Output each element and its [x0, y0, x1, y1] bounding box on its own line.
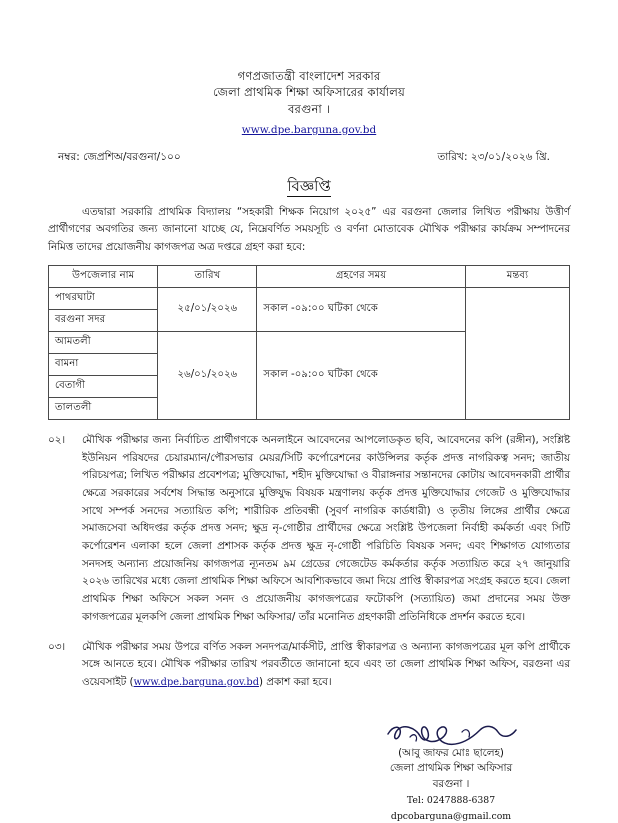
signatory-designation: জেলা প্রাথমিক শিক্ষা অফিসার	[389, 762, 513, 775]
memo-date: তারিখ: ২৩/০১/২০২৬ খ্রি.	[437, 150, 550, 163]
column-header-date: তারিখ	[158, 265, 257, 287]
cell-date: ২৫/০১/২০২৬	[158, 287, 257, 331]
memo-row	[48, 150, 570, 167]
cell-remark	[465, 287, 569, 419]
clause-03-text-part2: ) প্রকাশ করা হবে।	[258, 675, 332, 688]
clause-03-website-link[interactable]: www.dpe.barguna.gov.bd	[133, 676, 259, 688]
intro-paragraph: এতদ্বারা সরকারি প্রাথমিক বিদ্যালয় “সহকারী শিক্ষক নিয়োগ ২০২৫” এর বরগুনা জেলার লিখিত পরীক্ষায় উত্তীর্ণ প্রার্থীগণের অবগতির জন্য জানানো যাচ্ছে যে, নিম্নেবর্ণিত সময়সূচি ও বর্ণনা মোতাবেক মৌখিক পরীক্ষার কার্যক্রম সম্পাদনের নিমিত্ত তাদের প্রয়োজনীয় কাগজপত্র অত্র দপ্তরে গ্রহণ করা হবে:	[48, 205, 570, 254]
signatory-place: বরগুনা ।	[432, 777, 470, 790]
cell-upazila: বামনা	[49, 353, 158, 375]
clause-03-number: ০৩।	[48, 640, 66, 653]
contact-phone: Tel: 0247888-6387	[406, 795, 496, 807]
cell-upazila: আমতলী	[49, 331, 158, 353]
clause-02-text: মৌখিক পরীক্ষার জন্য নির্বাচিত প্রার্থীগণকে অনলাইনে আবেদনের আপলোডকৃত ছবি, আবেদনের কপি (রঙ্গীন), সংশ্লিষ্ট ইউনিয়ন পরিষদের চেয়ারম্যান/পৌরসভার মেয়র/সিটি কর্পোরেশনের কাউন্সিলর কর্তৃক প্রদত্ত নাগরিকত্ব সনদ; জাতীয় পরিচয়পত্র; লিখিত পরীক্ষার প্রবেশপত্র; মুক্তিযোদ্ধা, শহীদ মুক্তিযোদ্ধা ও বীরাঙ্গনার সন্তানদের কোটায় আবেদনকারী প্রার্থীর ক্ষেত্রে সরকারের সর্বশেষ সিদ্ধান্ত অনুসারে মুক্তিযুদ্ধ বিষয়ক মন্ত্রণালয় কর্তৃক প্রদত্ত মুক্তিযোদ্ধার গেজেট ও মুক্তিযোদ্ধার সাথে সম্পর্ক সনদের সত্যায়িত কপি; শারীরিক প্রতিবন্ধী (সুবর্ণ নাগরিক কার্ডধারী) ও তৃতীয় লিঙ্গের প্রার্থীর ক্ষেত্রে সমাজসেবা অধিদপ্তর কর্তৃক প্রদত্ত সনদ; ক্ষুদ্র নৃ-গোষ্ঠীর প্রার্থীদের ক্ষেত্রে সংশ্লিষ্ট উপজেলা নির্বাহী কর্মকর্তা এবং সিটি কর্পোরেশন এলাকা হলে জেলা প্রশাসক কর্তৃক প্রদত্ত ক্ষুদ্র নৃ-গোষ্ঠী পরিচিতি বিষয়ক সনদ; এবং শিক্ষাগত যোগ্যতার সনদসহ অন্যান্য প্রয়োজনিয় কাগজপত্র ন্যূনতম ৯ম গ্রেডের গেজেটেড কর্মকর্তার কর্তৃক সত্যায়িত করে ২৭ জানুয়ারি ২০২৬ তারিখের মধ্যে জেলা প্রাথমিক শিক্ষা অফিসে আবশ্যিকভাবে জমা দিয়ে প্রাপ্তি স্বীকারপত্র সংগ্রহ করতে হবে। জেলা প্রাথমিক শিক্ষা অফিসে সকল সনদ ও প্রয়োজনীয় কাগজপত্রের ফটোকপি (সত্যায়িত) জমা প্রদানের সময় উক্ত কাগজপত্রের মূলকপি জেলা প্রাথমিক শিক্ষা অফিসার/ তাঁর মনোনিত গ্রহণকারী প্রতিনিধিকে প্রদর্শন করতে হবে।	[82, 433, 570, 623]
column-header-time: গ্রহণের সময়	[257, 265, 465, 287]
cell-date: ২৬/০১/২০২৬	[158, 331, 257, 419]
handwritten-signature-icon	[346, 718, 556, 748]
contact-email: dpcobarguna@gmail.com	[390, 810, 512, 822]
table-header-row	[49, 265, 570, 287]
clause-03-text	[82, 639, 570, 692]
cell-upazila: বেতাগী	[49, 375, 158, 397]
header-website-link[interactable]: www.dpe.barguna.gov.bd	[241, 123, 377, 136]
cell-time: সকাল -০৯:০০ ঘটিকা থেকে	[257, 331, 465, 419]
cell-time: সকাল -০৯:০০ ঘটিকা থেকে	[257, 287, 465, 331]
office-name: জেলা প্রাথমিক শিক্ষা অফিসারের কার্যালয়	[212, 85, 406, 100]
cell-upazila: তালতলী	[49, 397, 158, 419]
clause-03	[48, 639, 570, 692]
memo-number: নম্বর: জেপ্রশিঅ/বরগুনা/১০০	[58, 150, 181, 163]
column-header-upazila: উপজেলার নাম	[49, 265, 158, 287]
clause-03-text-part1: মৌখিক পরীক্ষার সময় উপরে বর্ণিত সকল সনদপত্র/মার্কসীট, প্রাপ্তি স্বীকারপত্র ও অন্যান্য কাগজপত্রের মূল কপি প্রার্থীকে সঙ্গে আনতে হবে। মৌখিক পরীক্ষার তারিখ পরবর্তীতে জানানো হবে এবং তা জেলা প্রাথমিক শিক্ষা অফিস, বরগুনা এর ওয়েবসাইট (	[82, 640, 570, 688]
schedule-table	[48, 265, 570, 420]
table-row	[49, 287, 570, 309]
clause-02-number: ০২।	[48, 433, 66, 446]
column-header-remark: মন্তব্য	[465, 265, 569, 287]
government-name: গণপ্রজাতন্ত্রী বাংলাদেশ সরকার	[237, 69, 381, 83]
document-header	[48, 68, 570, 140]
district-name: বরগুনা ।	[287, 101, 331, 116]
cell-upazila: বরগুনা সদর	[49, 309, 158, 331]
page-title-text: বিজ্ঞপ্তি	[287, 176, 331, 195]
signature-block	[346, 718, 556, 823]
page-title	[48, 175, 570, 200]
clause-02	[48, 432, 570, 627]
signatory-name: (আবু জাফর মোঃ ছালেহ)	[398, 746, 504, 759]
cell-upazila: পাথরঘাটা	[49, 287, 158, 309]
